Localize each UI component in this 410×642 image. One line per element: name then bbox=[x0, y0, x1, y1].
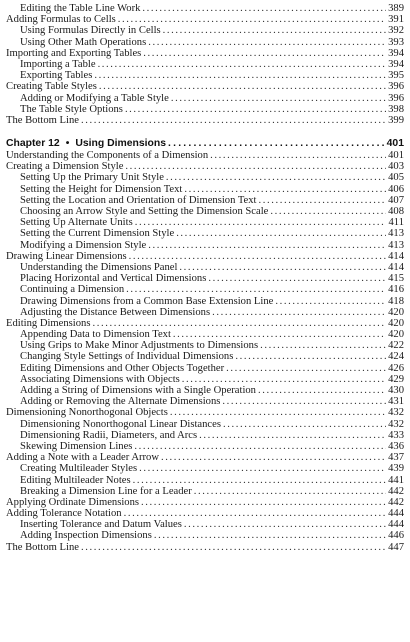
table-of-contents bbox=[6, 3, 404, 553]
entry-title: Adjusting the Distance Between Dimensions bbox=[20, 306, 211, 318]
toc-subentry bbox=[6, 206, 404, 217]
leader-dots bbox=[173, 329, 386, 340]
leader-dots bbox=[142, 3, 386, 14]
leader-dots bbox=[179, 262, 386, 273]
entry-page-number: 395 bbox=[388, 70, 404, 82]
entry-page-number: 396 bbox=[388, 92, 404, 104]
entry-page-number: 442 bbox=[388, 496, 404, 508]
entry-page-number: 413 bbox=[388, 239, 404, 251]
toc-subentry bbox=[6, 37, 404, 48]
entry-title: Appending Data to Dimension Text bbox=[20, 329, 171, 341]
entry-page-number: 398 bbox=[388, 103, 404, 115]
toc-subentry bbox=[6, 284, 404, 295]
entry-title: Creating Multileader Styles bbox=[20, 463, 138, 475]
leader-dots bbox=[133, 475, 386, 486]
entry-page-number: 391 bbox=[388, 14, 404, 26]
entry-title: Drawing Dimensions from a Common Base Extension Line bbox=[20, 295, 274, 307]
entry-title: Continuing a Dimension bbox=[20, 284, 125, 296]
entry-title: Exporting Tables bbox=[20, 70, 93, 82]
entry-page-number: 394 bbox=[388, 58, 404, 70]
entry-page-number: 396 bbox=[388, 81, 404, 93]
leader-dots bbox=[92, 318, 386, 329]
toc-subentry bbox=[6, 273, 404, 284]
entry-title: Importing a Table bbox=[20, 58, 96, 70]
entry-title: Dimensioning Nonorthogonal Linear Distances bbox=[20, 418, 221, 430]
leader-dots bbox=[94, 70, 386, 81]
entry-title: Adding Formulas to Cells bbox=[6, 14, 116, 26]
leader-dots bbox=[194, 486, 386, 497]
leader-dots bbox=[184, 184, 386, 195]
entry-title: Using Other Math Operations bbox=[20, 36, 147, 48]
entry-title: Understanding the Dimensions Panel bbox=[20, 261, 178, 273]
entry-page-number: 399 bbox=[388, 114, 404, 126]
toc-section-previous-chapter bbox=[6, 3, 404, 126]
entry-title: Skewing Dimension Lines bbox=[20, 440, 133, 452]
leader-dots bbox=[170, 407, 386, 418]
toc-subentry bbox=[6, 3, 404, 14]
toc-entry bbox=[6, 14, 404, 25]
entry-page-number: 389 bbox=[388, 3, 404, 14]
entry-page-number: 429 bbox=[388, 373, 404, 385]
toc-subentry bbox=[6, 262, 404, 273]
entry-page-number: 444 bbox=[388, 519, 404, 531]
entry-title: Modifying a Dimension Style bbox=[20, 239, 147, 251]
entry-page-number: 442 bbox=[388, 485, 404, 497]
entry-page-number: 418 bbox=[388, 295, 404, 307]
leader-dots bbox=[81, 115, 386, 126]
toc-entry bbox=[6, 150, 404, 161]
toc-subentry bbox=[6, 430, 404, 441]
entry-page-number: 392 bbox=[388, 25, 404, 37]
leader-dots bbox=[125, 161, 386, 172]
toc-subentry bbox=[6, 530, 404, 541]
entry-title: Inserting Tolerance and Datum Values bbox=[20, 519, 182, 531]
entry-page-number: 430 bbox=[388, 385, 404, 396]
toc-subentry bbox=[6, 307, 404, 318]
leader-dots bbox=[148, 37, 386, 48]
entry-title: Associating Dimensions with Objects bbox=[20, 373, 180, 385]
entry-title: Using Formulas Directly in Cells bbox=[20, 25, 161, 37]
toc-subentry bbox=[6, 340, 404, 351]
toc-entry bbox=[6, 452, 404, 463]
leader-dots bbox=[134, 441, 386, 452]
entry-title: Editing the Table Line Work bbox=[20, 3, 141, 14]
leader-dots bbox=[176, 228, 386, 239]
entry-title: Understanding the Components of a Dimension bbox=[6, 150, 209, 162]
entry-title: Setting the Height for Dimension Text bbox=[20, 183, 183, 195]
chapter-title: Using Dimensions bbox=[75, 138, 167, 150]
entry-page-number: 432 bbox=[388, 407, 404, 419]
toc-subentry bbox=[6, 25, 404, 36]
entry-title: Dimensioning Nonorthogonal Objects bbox=[6, 407, 168, 419]
entry-page-number: 414 bbox=[388, 250, 404, 262]
leader-dots bbox=[199, 430, 386, 441]
leader-dots bbox=[222, 396, 386, 407]
entry-title: Using Grips to Make Minor Adjustments to Dimensions bbox=[20, 340, 259, 352]
toc-subentry bbox=[6, 240, 404, 251]
leader-dots bbox=[139, 463, 386, 474]
leader-dots bbox=[124, 508, 386, 519]
toc-entry bbox=[6, 497, 404, 508]
entry-page-number: 394 bbox=[388, 47, 404, 59]
leader-dots bbox=[208, 273, 386, 284]
entry-page-number: 416 bbox=[388, 284, 404, 296]
entry-title: Adding or Removing the Alternate Dimensions bbox=[20, 396, 221, 408]
toc-subentry bbox=[6, 351, 404, 362]
toc-subentry bbox=[6, 104, 404, 115]
toc-subentry bbox=[6, 463, 404, 474]
entry-page-number: 424 bbox=[388, 351, 404, 363]
entry-title: Choosing an Arrow Style and Setting the Dimension Scale bbox=[20, 206, 269, 217]
entry-title: The Bottom Line bbox=[6, 114, 79, 126]
toc-entry bbox=[6, 251, 404, 262]
leader-dots bbox=[275, 296, 386, 307]
entry-page-number: 411 bbox=[388, 217, 404, 229]
leader-dots bbox=[182, 374, 386, 385]
leader-dots bbox=[223, 419, 386, 430]
entry-page-number: 437 bbox=[388, 452, 404, 464]
entry-title: Dimensioning Radii, Diameters, and Arcs bbox=[20, 429, 198, 441]
toc-subentry bbox=[6, 59, 404, 70]
entry-page-number: 420 bbox=[388, 317, 404, 329]
toc-entry bbox=[6, 161, 404, 172]
leader-dots bbox=[143, 48, 386, 59]
leader-dots bbox=[135, 217, 386, 228]
leader-dots bbox=[184, 519, 386, 530]
entry-page-number: 407 bbox=[388, 194, 404, 206]
toc-entry bbox=[6, 508, 404, 519]
toc-subentry bbox=[6, 228, 404, 239]
entry-title: Changing Style Settings of Individual Dimensions bbox=[20, 351, 234, 363]
entry-page-number: 439 bbox=[388, 463, 404, 475]
leader-dots bbox=[125, 104, 386, 115]
entry-page-number: 446 bbox=[388, 530, 404, 542]
toc-entry bbox=[6, 407, 404, 418]
entry-title: Adding Tolerance Notation bbox=[6, 508, 122, 520]
toc-subentry bbox=[6, 195, 404, 206]
entry-page-number: 441 bbox=[388, 474, 404, 486]
entry-page-number: 432 bbox=[388, 418, 404, 430]
chapter-page-number: 401 bbox=[386, 138, 404, 150]
entry-title: Editing Dimensions and Other Objects Together bbox=[20, 362, 225, 374]
chapter-gap bbox=[6, 126, 404, 137]
toc-subentry bbox=[6, 296, 404, 307]
entry-page-number: 444 bbox=[388, 508, 404, 520]
leader-dots bbox=[258, 385, 386, 396]
toc-subentry bbox=[6, 396, 404, 407]
entry-page-number: 415 bbox=[388, 273, 404, 285]
leader-dots bbox=[212, 307, 386, 318]
toc-subentry bbox=[6, 363, 404, 374]
entry-page-number: 413 bbox=[388, 228, 404, 240]
toc-subentry bbox=[6, 172, 404, 183]
leader-dots bbox=[226, 363, 386, 374]
entry-title: Drawing Linear Dimensions bbox=[6, 250, 127, 262]
entry-title: Adding a String of Dimensions with a Single Operation bbox=[20, 385, 256, 396]
entry-title: Editing Dimensions bbox=[6, 317, 91, 329]
toc-entry bbox=[6, 542, 404, 553]
entry-title: Creating a Dimension Style bbox=[6, 161, 124, 173]
leader-dots bbox=[270, 206, 386, 217]
leader-dots bbox=[129, 251, 386, 262]
entry-page-number: 393 bbox=[388, 36, 404, 48]
leader-dots bbox=[171, 93, 386, 104]
toc-entry bbox=[6, 48, 404, 59]
entry-title: Importing and Exporting Tables bbox=[6, 47, 142, 59]
chapter-number: Chapter 12 bbox=[6, 138, 60, 150]
entry-page-number: 414 bbox=[388, 261, 404, 273]
leader-dots bbox=[98, 59, 386, 70]
entry-page-number: 405 bbox=[388, 172, 404, 184]
leader-dots bbox=[210, 150, 386, 161]
entry-title: Setting the Location and Orientation of Dimension Text bbox=[20, 194, 257, 206]
leader-dots bbox=[163, 25, 386, 36]
toc-subentry bbox=[6, 385, 404, 396]
entry-page-number: 420 bbox=[388, 329, 404, 341]
entry-title: Creating Table Styles bbox=[6, 81, 97, 93]
leader-dots bbox=[81, 542, 386, 553]
entry-page-number: 408 bbox=[388, 206, 404, 217]
leader-dots bbox=[126, 284, 386, 295]
leader-dots bbox=[235, 351, 386, 362]
toc-subentry bbox=[6, 70, 404, 81]
leader-dots bbox=[259, 195, 387, 206]
entry-title: Setting the Current Dimension Style bbox=[20, 228, 175, 240]
entry-page-number: 447 bbox=[388, 541, 404, 553]
toc-subentry bbox=[6, 475, 404, 486]
chapter-heading bbox=[6, 137, 404, 150]
entry-page-number: 420 bbox=[388, 306, 404, 318]
entry-page-number: 431 bbox=[388, 396, 404, 408]
chapter-bullet: • bbox=[65, 138, 70, 150]
leader-dots bbox=[168, 137, 385, 150]
toc-entry bbox=[6, 81, 404, 92]
leader-dots bbox=[99, 81, 386, 92]
toc-subentry bbox=[6, 184, 404, 195]
entry-title: Adding or Modifying a Table Style bbox=[20, 92, 169, 104]
leader-dots bbox=[148, 240, 386, 251]
toc-subentry bbox=[6, 329, 404, 340]
entry-page-number: 403 bbox=[388, 161, 404, 173]
entry-page-number: 422 bbox=[388, 340, 404, 352]
toc-entry bbox=[6, 318, 404, 329]
entry-title: Breaking a Dimension Line for a Leader bbox=[20, 485, 192, 497]
entry-page-number: 401 bbox=[388, 150, 404, 162]
leader-dots bbox=[161, 452, 386, 463]
toc-subentry bbox=[6, 486, 404, 497]
entry-title: Adding a Note with a Leader Arrow bbox=[6, 452, 159, 464]
entry-title: The Table Style Options bbox=[20, 103, 123, 115]
toc-subentry bbox=[6, 419, 404, 430]
toc-entry bbox=[6, 115, 404, 126]
entry-page-number: 436 bbox=[388, 440, 404, 452]
leader-dots bbox=[166, 172, 386, 183]
leader-dots bbox=[141, 497, 386, 508]
leader-dots bbox=[154, 530, 386, 541]
entry-title: Setting Up the Primary Unit Style bbox=[20, 172, 164, 184]
entry-page-number: 406 bbox=[388, 183, 404, 195]
toc-subentry bbox=[6, 519, 404, 530]
toc-subentry bbox=[6, 93, 404, 104]
entry-title: Placing Horizontal and Vertical Dimensions bbox=[20, 273, 207, 285]
toc-subentry bbox=[6, 374, 404, 385]
entry-page-number: 433 bbox=[388, 429, 404, 441]
entry-title: Editing Multileader Notes bbox=[20, 474, 131, 486]
leader-dots bbox=[118, 14, 386, 25]
toc-subentry bbox=[6, 217, 404, 228]
entry-page-number: 426 bbox=[388, 362, 404, 374]
entry-title: Adding Inspection Dimensions bbox=[20, 530, 152, 542]
toc-subentry bbox=[6, 441, 404, 452]
entry-title: The Bottom Line bbox=[6, 541, 79, 553]
entry-title: Applying Ordinate Dimensions bbox=[6, 496, 139, 508]
leader-dots bbox=[260, 340, 386, 351]
entry-title: Setting Up Alternate Units bbox=[20, 217, 133, 229]
toc-section-chapter-12 bbox=[6, 150, 404, 553]
